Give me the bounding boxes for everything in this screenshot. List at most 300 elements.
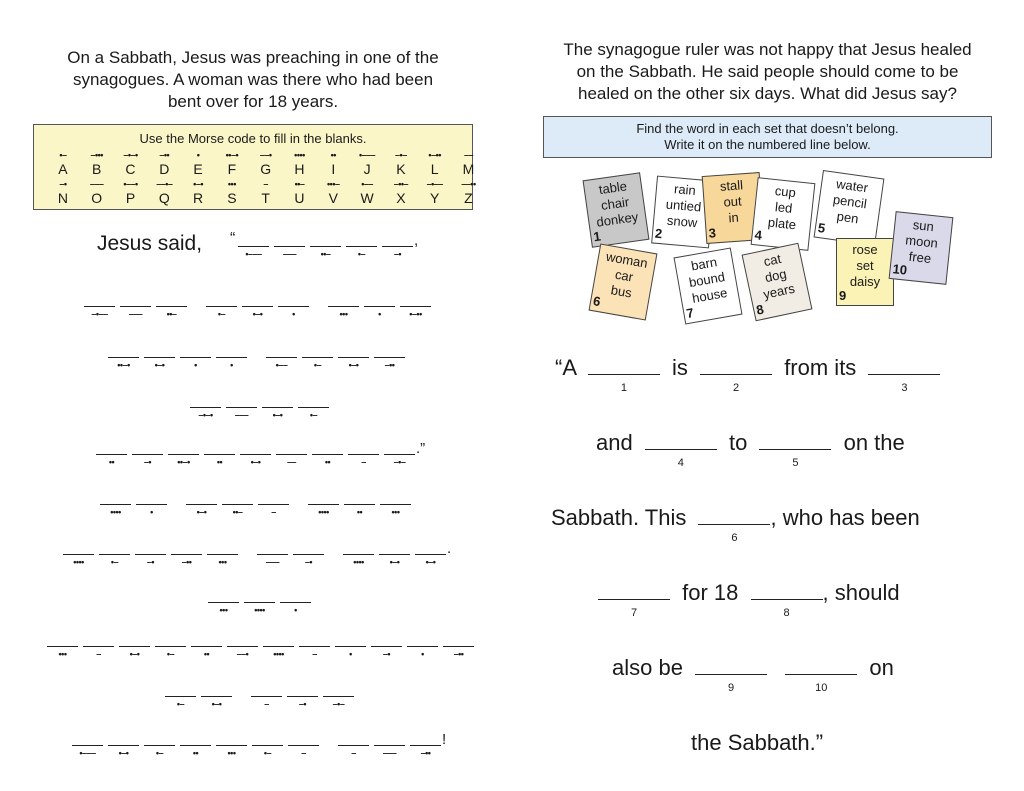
morse-key-y — [418, 180, 452, 206]
morse-clue: •–•• — [409, 309, 422, 319]
morse-letter: F — [227, 161, 237, 177]
card-word: cup — [774, 183, 797, 201]
letter-blank[interactable] — [135, 540, 166, 567]
morse-clue: •–• — [425, 557, 436, 567]
card-word: led — [774, 199, 794, 216]
letter-blank[interactable] — [238, 232, 269, 259]
morse-clue: •–• — [250, 457, 261, 467]
morse-letter: I — [331, 161, 336, 177]
morse-clue: ––– — [382, 748, 397, 758]
morse-clue: •–• — [196, 507, 207, 517]
morse-clue: •• — [203, 649, 210, 659]
morse-line-2 — [84, 292, 436, 319]
morse-key-m — [452, 151, 486, 177]
morse-code-symbol: • — [196, 150, 200, 160]
morse-clue: –• — [382, 649, 391, 659]
fill-line-4: 7 for 18 8 , should — [592, 580, 900, 606]
word-card-4 — [751, 177, 816, 251]
morse-line-3 — [108, 343, 410, 370]
letter-blank[interactable] — [252, 731, 283, 758]
blank-5[interactable]: 5 — [759, 431, 831, 450]
morse-key-i — [316, 151, 350, 177]
morse-code-symbol: •–•• — [428, 150, 441, 160]
morse-letter: J — [363, 161, 371, 177]
morse-clue: •––– — [245, 249, 262, 259]
card-word: in — [728, 209, 740, 226]
morse-key-j — [350, 151, 384, 177]
morse-key-s — [215, 180, 249, 206]
word-card-1 — [583, 172, 650, 247]
blank-7[interactable]: 7 — [598, 581, 670, 600]
morse-code-symbol: –– — [463, 150, 473, 160]
morse-clue: •–• — [348, 360, 359, 370]
morse-key-x — [384, 180, 418, 206]
morse-line-5 — [96, 440, 426, 467]
morse-clue: •– — [309, 410, 318, 420]
morse-letter: P — [125, 190, 136, 206]
letter-blank[interactable] — [293, 540, 324, 567]
morse-code-symbol: ––• — [259, 150, 272, 160]
morse-code-symbol: •• — [330, 150, 336, 160]
morse-key-l — [418, 151, 452, 177]
letter-blank[interactable] — [216, 343, 247, 370]
morse-clue: ••• — [339, 309, 348, 319]
letter-blank[interactable] — [288, 731, 319, 758]
morse-line-9 — [47, 632, 479, 659]
morse-clue: – — [96, 649, 101, 659]
morse-clue: •••• — [318, 507, 329, 517]
letter-blank[interactable] — [244, 588, 275, 615]
morse-code-symbol: ••• — [227, 179, 236, 189]
morse-clue: •– — [313, 360, 322, 370]
morse-key-z — [452, 180, 486, 206]
letter-blank[interactable] — [155, 632, 186, 659]
card-number: 4 — [753, 227, 763, 243]
morse-clue: – — [361, 457, 366, 467]
morse-clue: ––• — [236, 649, 249, 659]
morse-key-c — [114, 151, 148, 177]
letter-blank[interactable] — [144, 731, 175, 758]
letter-blank[interactable] — [308, 490, 339, 517]
morse-clue: –•• — [420, 748, 431, 758]
card-word: stall — [719, 177, 744, 194]
letter-blank[interactable] — [415, 540, 446, 567]
morse-clue: •••• — [73, 557, 84, 567]
blank-2[interactable]: 2 — [700, 356, 772, 375]
punctuation: , — [414, 232, 419, 249]
morse-key-n — [46, 180, 80, 206]
word-card-10 — [889, 211, 954, 285]
letter-blank[interactable] — [298, 393, 329, 420]
morse-key-r — [181, 180, 215, 206]
morse-clue: ••• — [227, 748, 236, 758]
morse-code-symbol: –•– — [395, 150, 407, 160]
letter-blank[interactable] — [251, 682, 282, 709]
morse-letter: A — [58, 161, 68, 177]
morse-code-symbol: •••– — [327, 179, 340, 189]
letter-blank[interactable] — [258, 490, 289, 517]
letter-blank[interactable] — [63, 540, 94, 567]
morse-clue: –• — [298, 699, 307, 709]
letter-blank[interactable] — [400, 292, 431, 319]
morse-line-10 — [165, 682, 359, 709]
letter-blank[interactable] — [226, 393, 257, 420]
morse-key-o — [80, 180, 114, 206]
card-word: bound — [687, 269, 726, 291]
letter-blank[interactable] — [190, 393, 221, 420]
punctuation: . — [447, 540, 452, 557]
word-card-5 — [814, 170, 885, 246]
letter-blank[interactable] — [443, 632, 474, 659]
fill-line-6: the Sabbath.” — [691, 730, 824, 755]
letter-blank[interactable] — [374, 343, 405, 370]
morse-clue: – — [312, 649, 317, 659]
left-intro: On a Sabbath, Jesus was preaching in one of the synagogues. A woman was there who had been bent over for 18 years. — [67, 48, 439, 111]
letter-blank[interactable] — [348, 440, 379, 467]
morse-clue: •– — [357, 249, 366, 259]
morse-clue: ––– — [234, 410, 249, 420]
card-number: 7 — [685, 305, 695, 322]
morse-clue: ••– — [232, 507, 243, 517]
letter-blank[interactable] — [343, 540, 374, 567]
morse-clue: •• — [108, 457, 115, 467]
morse-clue: –•– — [393, 457, 406, 467]
letter-blank[interactable] — [335, 632, 366, 659]
word-card-8 — [742, 243, 813, 322]
morse-clue: • — [292, 309, 295, 319]
letter-blank[interactable] — [201, 682, 232, 709]
morse-clue: –•–– — [91, 309, 108, 319]
card-number: 6 — [592, 293, 602, 310]
morse-clue: ••– — [166, 309, 177, 319]
letter-blank[interactable] — [108, 343, 139, 370]
letter-blank[interactable] — [407, 632, 438, 659]
letter-blank[interactable] — [208, 588, 239, 615]
morse-clue: •–• — [129, 649, 140, 659]
card-word: house — [690, 284, 729, 306]
morse-clue: –• — [393, 249, 402, 259]
morse-clue: – — [264, 699, 269, 709]
letter-blank[interactable] — [364, 292, 395, 319]
punctuation: .” — [416, 440, 426, 457]
morse-clue: –• — [143, 457, 152, 467]
morse-clue: •• — [192, 748, 199, 758]
letter-blank[interactable] — [227, 632, 258, 659]
morse-clue: ••• — [218, 557, 227, 567]
letter-blank[interactable] — [242, 292, 273, 319]
letter-blank[interactable] — [222, 490, 253, 517]
morse-key-k — [384, 151, 418, 177]
word-gap — [294, 490, 308, 505]
morse-clue: •••• — [273, 649, 284, 659]
morse-code-symbol: –• — [59, 179, 67, 189]
card-word: moon — [904, 232, 939, 251]
morse-clue: •–• — [118, 748, 129, 758]
letter-blank[interactable] — [136, 490, 167, 517]
card-number: 2 — [654, 225, 663, 242]
morse-code-symbol: ––– — [89, 179, 104, 189]
morse-clue: •– — [263, 748, 272, 758]
morse-letter: C — [125, 161, 136, 177]
blank-10[interactable]: 10 — [785, 656, 857, 675]
morse-clue: •– — [217, 309, 226, 319]
blank-9[interactable]: 9 — [695, 656, 767, 675]
morse-letter: K — [396, 161, 406, 177]
card-number: 5 — [816, 219, 827, 236]
word-gap — [243, 540, 257, 557]
letter-blank[interactable] — [371, 632, 402, 659]
morse-key-q — [147, 180, 181, 206]
morse-clue: •– — [176, 699, 185, 709]
morse-clue: •••• — [110, 507, 121, 517]
card-word: rain — [673, 181, 697, 199]
morse-key-f — [215, 151, 249, 177]
morse-key-b — [80, 151, 114, 177]
morse-letter: E — [193, 161, 203, 177]
word-gap — [314, 292, 328, 307]
morse-clue: ••–• — [177, 457, 190, 467]
letter-blank[interactable] — [165, 682, 196, 709]
morse-clue: –• — [304, 557, 313, 567]
morse-code-symbol: –••• — [90, 150, 103, 160]
blank-8[interactable]: 8 — [751, 581, 823, 600]
morse-letter: Z — [464, 190, 473, 206]
morse-clue: • — [294, 605, 297, 615]
morse-letter: W — [360, 190, 374, 206]
morse-letter: S — [227, 190, 237, 206]
letter-blank[interactable] — [299, 632, 330, 659]
morse-letter: Y — [429, 190, 440, 206]
morse-clue: • — [230, 360, 233, 370]
morse-clue: • — [194, 360, 197, 370]
letter-blank[interactable] — [96, 440, 127, 467]
card-word: table — [597, 178, 628, 198]
fill-line-2: and 4 to 5 on the — [596, 430, 905, 469]
morse-clue: –•–• — [198, 410, 213, 420]
morse-clue: ––– — [128, 309, 143, 319]
morse-code-symbol: •••• — [294, 150, 305, 160]
letter-blank[interactable] — [108, 731, 139, 758]
letter-blank[interactable] — [168, 440, 199, 467]
word-card-7 — [674, 247, 743, 324]
fill-line-1: “A 1 is 2 from its 3 — [555, 355, 946, 381]
morse-clue: –– — [286, 457, 296, 467]
letter-blank[interactable] — [344, 490, 375, 517]
morse-clue: –•• — [181, 557, 192, 567]
card-word: rose — [852, 242, 878, 257]
letter-blank[interactable] — [99, 540, 130, 567]
morse-clue: – — [301, 748, 306, 758]
morse-code-key — [33, 124, 476, 210]
morse-code-symbol: •––– — [358, 150, 376, 160]
card-word: set — [856, 258, 874, 273]
letter-blank[interactable] — [191, 632, 222, 659]
morse-line-11 — [72, 731, 447, 758]
letter-blank[interactable] — [83, 632, 114, 659]
word-gap — [192, 292, 206, 307]
letter-blank[interactable] — [262, 393, 293, 420]
letter-blank[interactable] — [310, 232, 341, 259]
letter-blank[interactable] — [328, 292, 359, 319]
morse-clue: •••• — [254, 605, 265, 615]
letter-blank[interactable] — [171, 540, 202, 567]
morse-clue: •• — [324, 457, 331, 467]
morse-line-8 — [208, 588, 316, 615]
morse-key-v — [316, 180, 350, 206]
letter-blank[interactable] — [206, 292, 237, 319]
letter-blank[interactable] — [410, 731, 441, 758]
morse-key-e — [181, 151, 215, 177]
card-word: out — [722, 193, 743, 210]
letter-blank[interactable] — [263, 632, 294, 659]
letter-blank[interactable] — [278, 292, 309, 319]
letter-blank[interactable] — [204, 440, 235, 467]
letter-blank[interactable] — [323, 682, 354, 709]
letter-blank[interactable] — [240, 440, 271, 467]
letter-blank[interactable] — [266, 343, 297, 370]
letter-blank[interactable] — [302, 343, 333, 370]
card-word: cat — [762, 250, 783, 270]
card-word: chair — [600, 194, 631, 213]
letter-blank[interactable] — [312, 440, 343, 467]
card-word: free — [908, 248, 932, 267]
morse-key-w — [350, 180, 384, 206]
morse-clue: • — [378, 309, 381, 319]
morse-letter: L — [430, 161, 439, 177]
morse-clue: ••• — [58, 649, 67, 659]
morse-row-n-z — [46, 180, 485, 206]
morse-letter: X — [396, 190, 406, 206]
morse-key-a — [46, 151, 80, 177]
letter-blank[interactable] — [180, 343, 211, 370]
morse-clue: ––– — [265, 557, 280, 567]
letter-blank[interactable] — [216, 731, 247, 758]
letter-blank[interactable] — [374, 731, 405, 758]
card-word: dog — [763, 266, 788, 286]
letter-blank[interactable] — [257, 540, 288, 567]
morse-code-symbol: •– — [59, 150, 67, 160]
word-gap — [324, 731, 338, 748]
letter-blank[interactable] — [380, 490, 411, 517]
letter-blank[interactable] — [384, 440, 415, 467]
letter-blank[interactable] — [72, 731, 103, 758]
letter-blank[interactable] — [47, 632, 78, 659]
card-word: car — [613, 266, 635, 285]
card-word: untied — [665, 196, 702, 215]
morse-clue: ••– — [320, 249, 331, 259]
morse-letter: R — [193, 190, 204, 206]
card-number: 9 — [839, 288, 847, 303]
word-card-9 — [836, 238, 894, 306]
morse-clue: •–• — [389, 557, 400, 567]
letter-blank[interactable] — [280, 588, 311, 615]
letter-blank[interactable] — [144, 343, 175, 370]
morse-clue: –•– — [332, 699, 345, 709]
card-word: sun — [912, 217, 935, 235]
letter-blank[interactable] — [346, 232, 377, 259]
morse-code-symbol: ••–• — [225, 150, 239, 160]
morse-code-symbol: •––• — [123, 179, 138, 189]
jesus-said-label: Jesus said, — [97, 232, 203, 255]
card-number: 8 — [754, 301, 766, 318]
morse-clue: –•• — [453, 649, 464, 659]
letter-blank[interactable] — [180, 731, 211, 758]
letter-blank[interactable] — [274, 232, 305, 259]
letter-blank[interactable] — [186, 490, 217, 517]
morse-code-symbol: ––•– — [156, 179, 173, 189]
card-word: pen — [835, 208, 860, 227]
letter-blank[interactable] — [132, 440, 163, 467]
letter-blank[interactable] — [379, 540, 410, 567]
letter-blank[interactable] — [120, 292, 151, 319]
letter-blank[interactable] — [84, 292, 115, 319]
fill-line-5: also be 9 10 on — [612, 655, 894, 694]
morse-line-7 — [63, 540, 452, 567]
blank-1[interactable]: 1 — [588, 356, 660, 375]
morse-code-symbol: ––•• — [461, 179, 476, 189]
card-word: snow — [666, 212, 698, 231]
card-number: 1 — [592, 228, 602, 245]
blank-4[interactable]: 4 — [645, 431, 717, 450]
morse-clue: •–• — [154, 360, 165, 370]
letter-blank[interactable] — [156, 292, 187, 319]
word-gap — [172, 490, 186, 505]
morse-code-symbol: – — [263, 179, 268, 189]
morse-clue: •–• — [272, 410, 283, 420]
card-number: 10 — [891, 261, 908, 278]
morse-line-4 — [190, 393, 334, 420]
morse-code-symbol: –•–• — [123, 150, 138, 160]
morse-clue: ••• — [391, 507, 400, 517]
morse-clue: •• — [356, 507, 363, 517]
blank-3[interactable]: 3 — [868, 356, 940, 375]
morse-key-g — [249, 151, 283, 177]
morse-letter: D — [159, 161, 170, 177]
morse-key-t — [249, 180, 283, 206]
blank-6[interactable]: 6 — [698, 506, 770, 525]
morse-line-1 — [230, 230, 419, 259]
morse-code-symbol: •–• — [193, 179, 203, 189]
open-quote: “ — [230, 230, 236, 247]
letter-blank[interactable] — [119, 632, 150, 659]
letter-blank[interactable] — [276, 440, 307, 467]
letter-blank[interactable] — [287, 682, 318, 709]
morse-clue: –•• — [384, 360, 395, 370]
morse-letter: G — [260, 161, 272, 177]
morse-letter: U — [294, 190, 305, 206]
word-card-6 — [589, 243, 658, 320]
word-gap — [252, 343, 266, 358]
morse-clue: •– — [155, 748, 164, 758]
letter-blank[interactable] — [382, 232, 413, 259]
morse-letter: N — [57, 190, 68, 206]
letter-blank[interactable] — [100, 490, 131, 517]
morse-letter: V — [328, 190, 338, 206]
letter-blank[interactable] — [207, 540, 238, 567]
card-word: barn — [689, 254, 719, 274]
morse-clue: •–• — [211, 699, 222, 709]
letter-blank[interactable] — [338, 731, 369, 758]
morse-clue: – — [271, 507, 276, 517]
card-word: years — [761, 280, 797, 302]
letter-blank[interactable] — [338, 343, 369, 370]
morse-clue: •–• — [252, 309, 263, 319]
morse-code-symbol: ••– — [294, 179, 305, 189]
card-word: daisy — [849, 274, 881, 289]
morse-clue: ••• — [219, 605, 228, 615]
morse-clue: •– — [166, 649, 175, 659]
morse-code-symbol: –•–– — [426, 179, 443, 189]
